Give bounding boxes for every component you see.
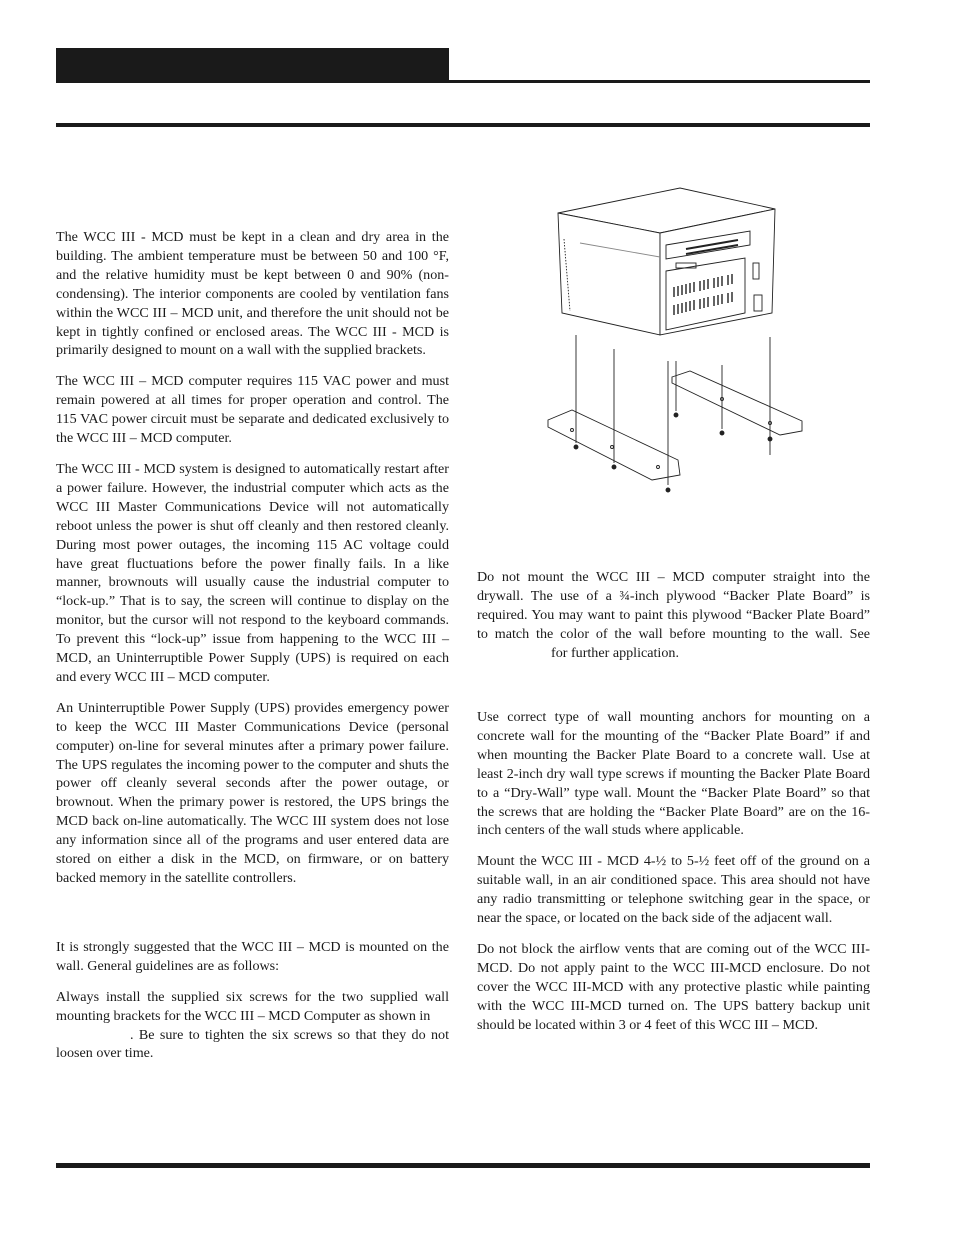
- paragraph-ups: An Uninterruptible Power Supply (UPS) provides emergency power to keep the WCC III Master Communications Device (personal computer) on-line for several minutes after a primary power failure. The UPS regulates the incoming power to the computer and shuts the power off cleanly several seconds after the power outage, or brownout. When the primary power is restored, the UPS brings the MCD back on-line automatically. The WCC III system does not lose any information since all of the programs and user entered data are stored on either a disk in the MCD, on firmware, or on battery backed memory in the satellite controllers.: [56, 699, 449, 886]
- screws-text: Always install the supplied six screws for the two supplied wall mounting brackets for the WCC III – MCD Computer as shown in: [56, 988, 449, 1024]
- right-column-bottom: [477, 708, 870, 1047]
- paragraph-anchors: Use correct type of wall mounting anchors for mounting on a concrete wall for the mounting of the “Backer Plate Board” if and when mounting the Backer Plate Board to a concrete wall. Use at least 2-inch dry wall type screws if mounting the Backer Plate Board to a “Dry-Wall” type wall. Mount the “Backer Plate Board” so that the screws that are holding the “Backer Plate Board” are on the 16-inch centers of the wall studs where applicable.: [477, 709, 870, 839]
- computer-enclosure: [558, 188, 775, 335]
- drywall-text-end: for further application.: [551, 644, 679, 661]
- paragraph-power-failure: The WCC III - MCD system is designed to automatically restart after a power failure. However, the industrial computer which acts as the WCC III Master Communications Device will not automatically reboot unless the power is shut off cleanly and then restored cleanly. During most power outages, the incoming 115 AC voltage could have great fluctuations before the power finally fails. In a like manner, brownouts will usually cause the industrial computer to “lock-up.” That is to say, the screen will continue to display on the monitor, but the cursor will not respond to the keyboard commands. To prevent this “lock-up” issue from happening to the WCC III – MCD, an Uninterruptible Power Supply (UPS) is required on each and every WCC III – MCD computer.: [56, 460, 449, 685]
- left-column: [56, 228, 449, 1075]
- paragraph-drywall: [477, 568, 870, 663]
- paragraph-mounting-intro: It is strongly suggested that the WCC III – MCD is mounted on the wall. General guidelines are as follows:: [56, 938, 449, 974]
- paragraph-mounting-screws: [56, 988, 449, 1064]
- header-rule: [56, 80, 870, 83]
- footer-rule: [56, 1163, 870, 1168]
- mcd-mounting-figure: [540, 185, 830, 515]
- paragraph-airflow: Do not block the airflow vents that are coming out of the WCC III-MCD. Do not apply paint to the WCC III-MCD enclosure. Do not cover the WCC III-MCD with any protective plastic while painting with the WCC III-MCD turned on. The UPS battery backup unit should be located within 3 or 4 feet of this WCC III – MCD.: [477, 940, 870, 1033]
- right-column-top: [477, 568, 870, 675]
- paragraph-power-requirement: The WCC III – MCD computer requires 115 VAC power and must remain powered at all times for proper operation and control. The 115 VAC power circuit must be separate and dedicated exclusively to the WCC III – MCD computer.: [56, 373, 449, 447]
- header-rule-thick: [56, 123, 870, 127]
- paragraph-environment: The WCC III - MCD must be kept in a clean and dry area in the building. The ambient temperature must be between 50 and 100 °F, and the relative humidity must be kept between 0 and 90% (non-condensing). The interior components are cooled by ventilation fans within the WCC III – MCD unit, and therefore the unit should not be kept in tightly confined or enclosed areas. The WCC III - MCD is primarily designed to mount on a wall with the supplied brackets.: [56, 229, 449, 359]
- screws-text-end: . Be sure to tighten the six screws so that they do not loosen over time.: [56, 1026, 449, 1062]
- paragraph-mount-height: Mount the WCC III - MCD 4-½ to 5-½ feet off of the ground on a suitable wall, in an air conditioned space. This area should not have any radio transmitting or telephone switching gear in the space, or near the space, or located on the back side of the adjacent wall.: [477, 853, 870, 927]
- heading-gap: [56, 900, 449, 938]
- wall-bracket-right: [672, 371, 802, 435]
- drywall-text: Do not mount the WCC III – MCD computer straight into the drywall. The use of a ¾-inch plywood “Backer Plate Board” is required. You may want to paint this plywood “Backer Plate Board” to match the color of the wall before mounting to the wall. See: [477, 569, 870, 642]
- header-tab: [56, 48, 449, 82]
